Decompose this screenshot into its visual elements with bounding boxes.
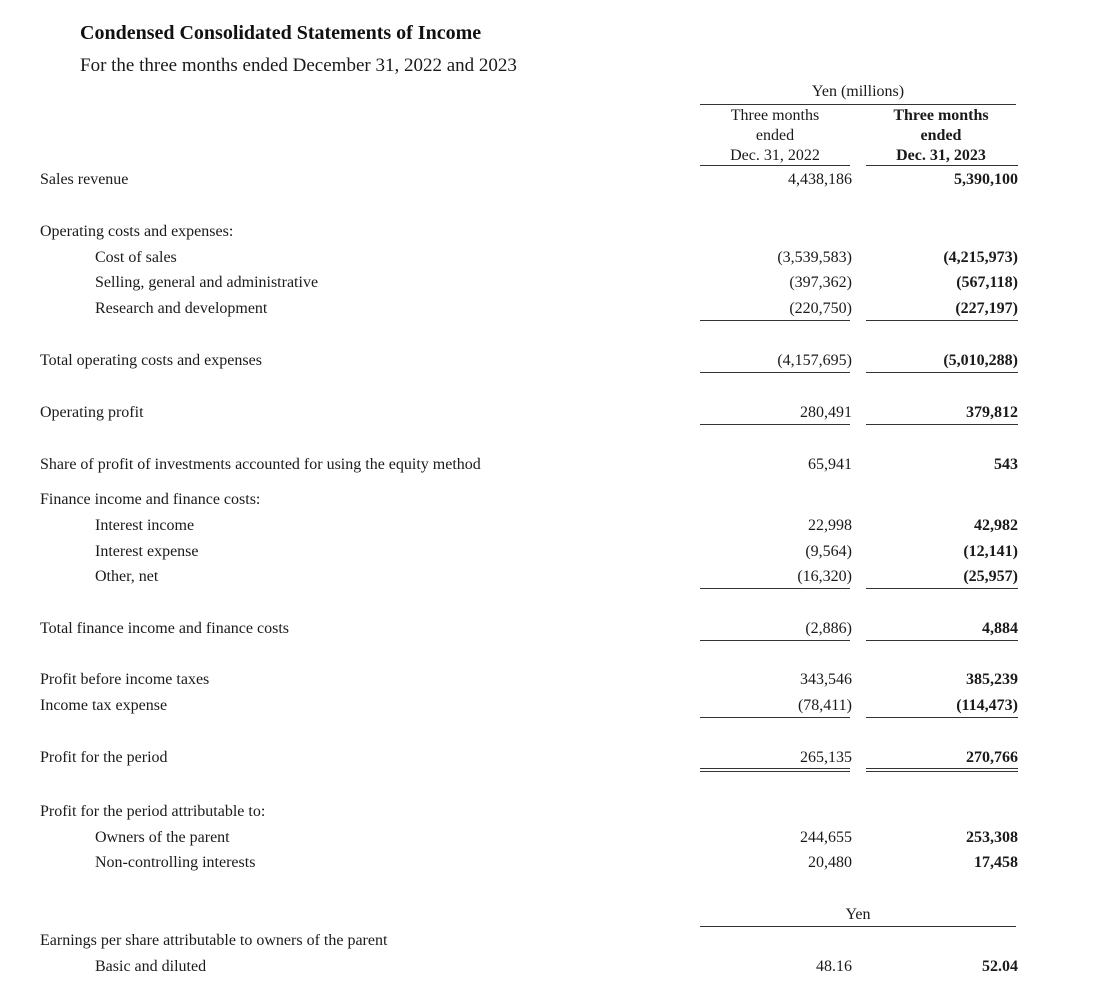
column-header-2023 <box>866 106 1016 166</box>
total-double-rule <box>866 768 1018 772</box>
value-2023-total-finance: 4,884 <box>982 620 1018 637</box>
value-2022-sga: (397,362) <box>789 274 852 291</box>
row-label-income-tax: Income tax expense <box>40 697 168 714</box>
statement-subtitle: For the three months ended December 31, 2022 and 2023 <box>80 55 517 76</box>
value-2022-interest-income: 22,998 <box>808 517 852 534</box>
value-2023-cost-of-sales: (4,215,973) <box>943 249 1018 266</box>
value-2023-interest-income: 42,982 <box>974 517 1018 534</box>
value-2023-operating-profit: 379,812 <box>966 404 1018 421</box>
subtotal-rule <box>866 320 1018 321</box>
value-2023-nci: 17,458 <box>974 854 1018 871</box>
row-label-interest-expense: Interest expense <box>95 543 199 560</box>
value-2022-cost-of-sales: (3,539,583) <box>777 249 852 266</box>
column-header-line: ended <box>920 127 962 144</box>
column-header-line: Three months <box>893 107 989 124</box>
subtotal-rule <box>866 424 1018 425</box>
row-label-total-opex: Total operating costs and expenses <box>40 352 262 369</box>
column-header-line: Dec. 31, 2023 <box>896 147 986 164</box>
value-2023-other-net: (25,957) <box>963 568 1018 585</box>
value-2022-other-net: (16,320) <box>797 568 852 585</box>
value-2022-nci: 20,480 <box>808 854 852 871</box>
value-2022-equity-method: 65,941 <box>808 456 852 473</box>
subtotal-rule <box>700 424 850 425</box>
column-header-line: ended <box>755 127 795 144</box>
value-2023-interest-expense: (12,141) <box>963 543 1018 560</box>
subtotal-rule <box>700 717 850 718</box>
value-2023-profit-period: 270,766 <box>966 749 1018 766</box>
row-label-operating-profit: Operating profit <box>40 404 144 421</box>
statement-title: Condensed Consolidated Statements of Income <box>80 22 482 44</box>
row-label-sga: Selling, general and administrative <box>95 274 319 291</box>
subtotal-rule <box>700 372 850 373</box>
unit-header: Yen (millions) <box>811 83 905 100</box>
column-header-2022 <box>700 106 850 166</box>
total-double-rule <box>700 768 850 772</box>
value-2023-owners-parent: 253,308 <box>966 829 1018 846</box>
value-2023-income-tax: (114,473) <box>956 697 1018 714</box>
column-header-rule <box>866 165 1018 166</box>
row-label-equity-method: Share of profit of investments accounted for using the equity method <box>40 456 481 473</box>
subtotal-rule <box>866 717 1018 718</box>
value-2022-rnd: (220,750) <box>789 300 852 317</box>
row-label-profit-before-tax: Profit before income taxes <box>40 671 210 688</box>
subtotal-rule <box>866 588 1018 589</box>
value-2023-sga: (567,118) <box>956 274 1018 291</box>
row-label-other-net: Other, net <box>95 568 159 585</box>
row-label-nci: Non-controlling interests <box>95 854 256 871</box>
row-label-interest-income: Interest income <box>95 517 195 534</box>
value-2022-operating-profit: 280,491 <box>800 404 852 421</box>
value-2022-sales-revenue: 4,438,186 <box>788 171 852 188</box>
eps-unit-rule <box>700 926 1016 927</box>
column-header-line: Dec. 31, 2022 <box>730 147 820 164</box>
section-label-eps: Earnings per share attributable to owners of the parent <box>40 932 388 949</box>
value-2022-total-opex: (4,157,695) <box>777 352 852 369</box>
section-label-finance: Finance income and finance costs: <box>40 491 261 508</box>
value-2022-profit-period: 265,135 <box>800 749 852 766</box>
value-2022-owners-parent: 244,655 <box>800 829 852 846</box>
row-label-cost-of-sales: Cost of sales <box>95 249 177 266</box>
unit-rule <box>700 104 1016 105</box>
column-header-rule <box>700 165 850 166</box>
value-2023-equity-method: 543 <box>994 456 1018 473</box>
column-header-line: Three months <box>730 107 820 124</box>
value-2023-sales-revenue: 5,390,100 <box>954 171 1018 188</box>
value-2022-interest-expense: (9,564) <box>805 543 852 560</box>
value-2023-profit-before-tax: 385,239 <box>966 671 1018 688</box>
subtotal-rule <box>700 640 850 641</box>
value-2023-rnd: (227,197) <box>955 300 1018 317</box>
row-label-sales-revenue: Sales revenue <box>40 171 129 188</box>
eps-unit-header: Yen <box>845 906 871 923</box>
value-2022-total-finance: (2,886) <box>805 620 852 637</box>
subtotal-rule <box>866 640 1018 641</box>
subtotal-rule <box>700 588 850 589</box>
row-label-total-finance: Total finance income and finance costs <box>40 620 289 637</box>
row-label-rnd: Research and development <box>95 300 268 317</box>
section-label-attributable: Profit for the period attributable to: <box>40 803 266 820</box>
subtotal-rule <box>866 372 1018 373</box>
row-label-profit-period: Profit for the period <box>40 749 168 766</box>
row-label-basic-diluted: Basic and diluted <box>95 958 207 975</box>
row-label-owners-parent: Owners of the parent <box>95 829 230 846</box>
value-2022-income-tax: (78,411) <box>797 697 852 714</box>
subtotal-rule <box>700 320 850 321</box>
section-label-operating-costs: Operating costs and expenses: <box>40 223 234 240</box>
value-2023-basic-diluted: 52.04 <box>982 958 1018 975</box>
value-2022-profit-before-tax: 343,546 <box>800 671 852 688</box>
value-2023-total-opex: (5,010,288) <box>943 352 1018 369</box>
value-2022-basic-diluted: 48.16 <box>816 958 852 975</box>
